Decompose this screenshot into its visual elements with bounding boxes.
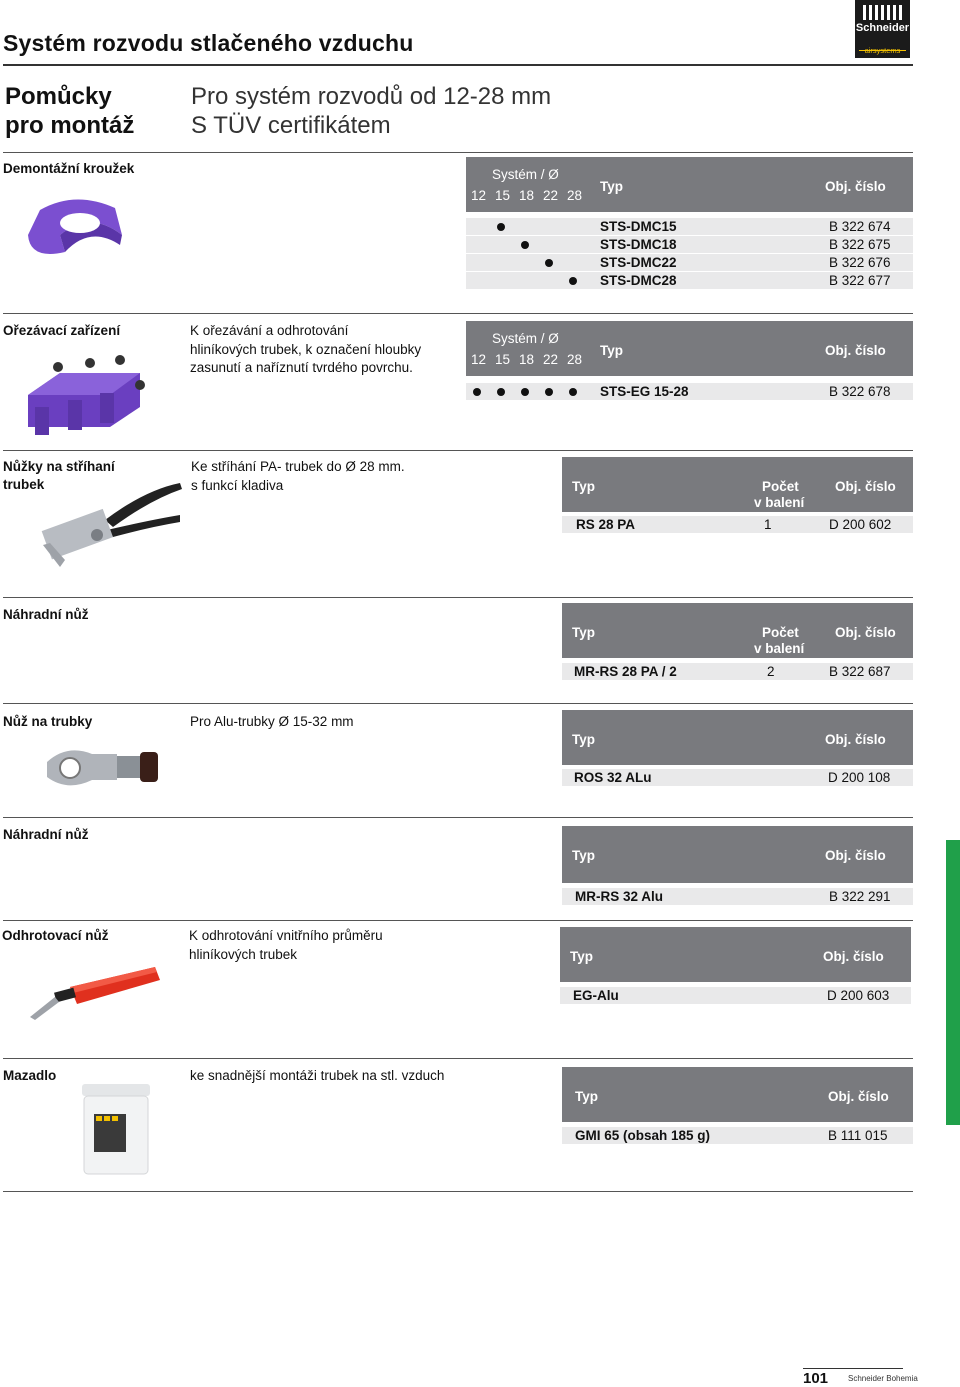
- product-description: Ke stříhání PA- trubek do Ø 28 mm. s funkcí kladiva: [191, 459, 405, 493]
- table-row: MR-RS 32 Alu B 322 291: [562, 888, 913, 905]
- cutting-tool-image: [20, 345, 150, 440]
- product-title: Ořezávací zařízení: [3, 323, 121, 338]
- footer-company: Schneider Bohemia: [848, 1374, 918, 1383]
- product-title: Náhradní nůž: [3, 827, 89, 842]
- table-row: STS-DMC28 B 322 677: [466, 272, 913, 289]
- product-description: Pro Alu-trubky Ø 15-32 mm: [190, 714, 354, 729]
- divider: [3, 450, 913, 451]
- section-heading: Pomůcky pro montáž: [5, 83, 135, 139]
- divider: [3, 152, 913, 153]
- divider: [3, 597, 913, 598]
- deburring-tool-image: [25, 962, 165, 1022]
- table-row: STS-DMC15 B 322 674: [466, 218, 913, 235]
- section-tab: [946, 840, 960, 1125]
- product-title: Odhrotovací nůž: [2, 928, 109, 943]
- divider: [3, 817, 913, 818]
- divider: [3, 703, 913, 704]
- divider: [3, 1191, 913, 1192]
- brand-logo: Schneider airsystems: [855, 0, 910, 58]
- table-header: Typ Počet v balení Obj. číslo: [562, 603, 913, 658]
- page-number: 101: [803, 1370, 829, 1387]
- table-header: Typ Obj. číslo: [560, 927, 911, 982]
- table-row: STS-DMC18 B 322 675: [466, 236, 913, 253]
- product-title: Demontážní kroužek: [3, 161, 135, 176]
- table-header: Systém / Ø 12 15 18 22 28 Typ Obj. číslo: [466, 321, 913, 376]
- table-header: Typ Obj. číslo: [562, 826, 913, 883]
- table-row: MR-RS 28 PA / 2 2 B 322 687: [562, 663, 913, 680]
- divider: [3, 313, 913, 314]
- table-header: Typ Počet v balení Obj. číslo: [562, 457, 913, 512]
- table-header: Systém / Ø 12 15 18 22 28 Typ Obj. číslo: [466, 157, 913, 212]
- divider: [3, 1058, 913, 1059]
- pipe-shears-image: [35, 475, 185, 575]
- product-title: Mazadlo: [3, 1068, 57, 1083]
- table-row: ROS 32 ALu D 200 108: [562, 769, 913, 786]
- product-title: Náhradní nůž: [3, 607, 89, 622]
- divider: [3, 64, 913, 66]
- section-subheading: Pro systém rozvodů od 12-28 mm S TÜV certifikátem: [191, 83, 552, 139]
- table-header: Typ Obj. číslo: [562, 1067, 913, 1122]
- table-header: Typ Obj. číslo: [562, 710, 913, 765]
- table-row: GMI 65 (obsah 185 g) B 111 015: [562, 1127, 913, 1144]
- table-row: EG-Alu D 200 603: [560, 987, 911, 1004]
- pipe-cutter-image: [42, 742, 162, 797]
- product-description: K ořezávání a odhrotování hliníkových trubek, k označení hloubky zasunutí a naříznutí tvrdého povrchu.: [190, 323, 422, 375]
- lubricant-jar-image: [80, 1082, 152, 1177]
- table-row: RS 28 PA 1 D 200 602: [562, 516, 913, 533]
- product-title: Nůžky na stříhaní trubek: [3, 459, 115, 492]
- page-title: Systém rozvodu stlačeného vzduchu: [3, 30, 414, 56]
- table-row: STS-EG 15-28 B 322 678: [466, 383, 913, 400]
- table-row: STS-DMC22 B 322 676: [466, 254, 913, 271]
- divider: [3, 920, 913, 921]
- divider: [803, 1368, 903, 1369]
- demount-ring-image: [20, 190, 130, 265]
- product-description: ke snadnější montáži trubek na stl. vzduch: [190, 1068, 445, 1083]
- product-description: K odhrotování vnitřního průměru hliníkových trubek: [189, 928, 383, 962]
- product-title: Nůž na trubky: [3, 714, 93, 729]
